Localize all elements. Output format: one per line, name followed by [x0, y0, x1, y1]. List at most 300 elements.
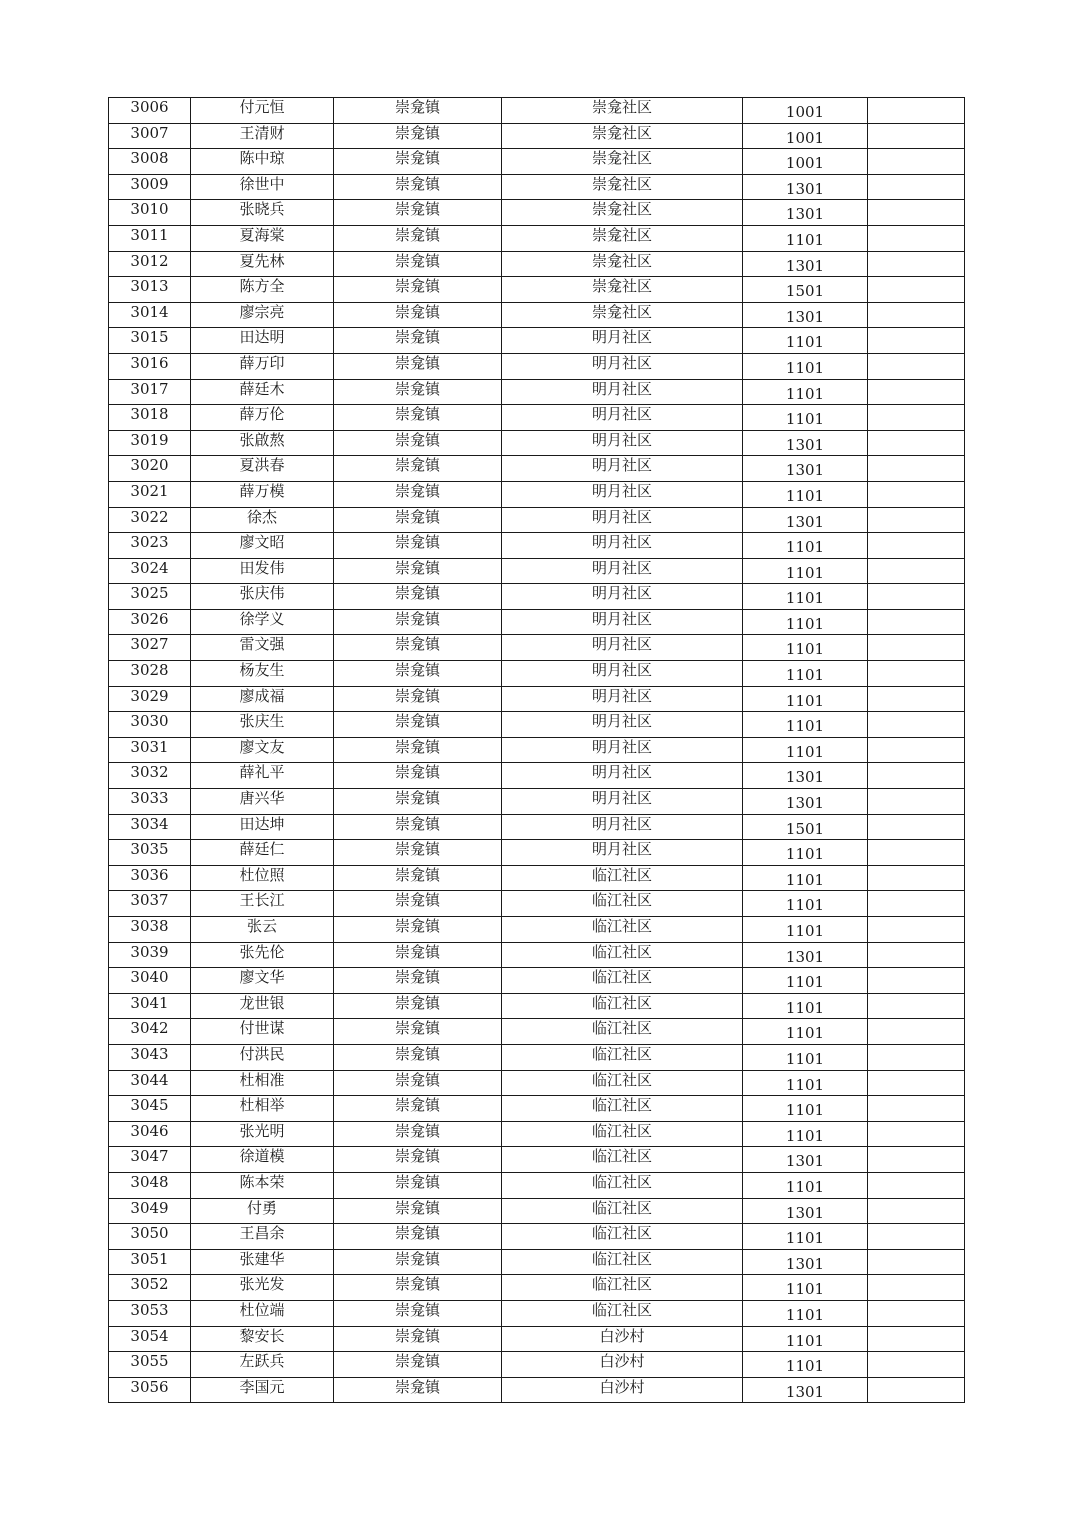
table-row — [109, 1044, 965, 1070]
cell-name — [191, 686, 334, 712]
cell-community-text: 明月社区 — [591, 533, 652, 552]
cell-town — [334, 1377, 502, 1403]
cell-town-text: 崇龛镇 — [394, 993, 440, 1012]
cell-community — [502, 686, 743, 712]
cell-community — [502, 993, 743, 1019]
table-row — [109, 533, 965, 559]
cell-number-text: 3016 — [130, 353, 169, 372]
cell-code — [743, 1044, 868, 1070]
cell-code — [743, 507, 868, 533]
table-row — [109, 584, 965, 610]
cell-code-text: 1101 — [785, 589, 825, 608]
cell-name — [191, 814, 334, 840]
cell-name — [191, 302, 334, 328]
cell-town — [334, 149, 502, 175]
cell-community-text: 临江社区 — [591, 968, 652, 987]
cell-community — [502, 1224, 743, 1250]
cell-name — [191, 174, 334, 200]
cell-note — [868, 789, 965, 815]
cell-town — [334, 98, 502, 124]
cell-number-text: 3009 — [130, 174, 169, 193]
cell-name — [191, 712, 334, 738]
cell-code — [743, 533, 868, 559]
cell-number-text: 3014 — [130, 302, 169, 321]
cell-name — [191, 277, 334, 303]
table-row — [109, 456, 965, 482]
cell-number — [109, 942, 191, 968]
cell-code-text: 1301 — [785, 1382, 825, 1401]
cell-number — [109, 456, 191, 482]
cell-community — [502, 661, 743, 687]
cell-number — [109, 481, 191, 507]
cell-code-text: 1101 — [785, 1177, 825, 1196]
cell-name-text: 夏先林 — [239, 251, 285, 270]
cell-code — [743, 277, 868, 303]
cell-code-text: 1301 — [785, 205, 825, 224]
cell-community — [502, 917, 743, 943]
cell-town-text: 崇龛镇 — [394, 353, 440, 372]
cell-number — [109, 174, 191, 200]
cell-name-text: 廖文友 — [239, 737, 285, 756]
cell-community-text: 白沙村 — [599, 1352, 645, 1371]
cell-town — [334, 174, 502, 200]
cell-number — [109, 789, 191, 815]
cell-note — [868, 917, 965, 943]
cell-code-text: 1301 — [785, 179, 825, 198]
cell-code-text: 1101 — [785, 922, 825, 940]
cell-town-text: 崇龛镇 — [394, 405, 440, 424]
cell-code — [743, 481, 868, 507]
cell-name-text: 田发伟 — [239, 558, 285, 577]
cell-town-text: 崇龛镇 — [394, 1147, 440, 1166]
cell-town — [334, 1224, 502, 1250]
cell-code-text: 1001 — [785, 154, 825, 173]
cell-town-text: 崇龛镇 — [394, 123, 440, 142]
cell-town — [334, 1326, 502, 1352]
cell-code — [743, 558, 868, 584]
cell-community — [502, 737, 743, 763]
cell-number-text: 3044 — [130, 1070, 169, 1089]
cell-community-text: 明月社区 — [591, 635, 652, 654]
cell-number-text: 3028 — [130, 661, 169, 680]
cell-code-text: 1101 — [785, 486, 825, 505]
cell-number-text: 3017 — [130, 379, 169, 398]
cell-community-text: 明月社区 — [591, 558, 652, 577]
cell-code-text: 1101 — [785, 1126, 825, 1145]
cell-town — [334, 302, 502, 328]
cell-number — [109, 661, 191, 687]
cell-name — [191, 1044, 334, 1070]
cell-community-text: 明月社区 — [591, 712, 652, 731]
cell-name — [191, 200, 334, 226]
cell-name-text: 黎安长 — [239, 1326, 285, 1345]
table-row — [109, 481, 965, 507]
cell-number-text: 3037 — [130, 891, 169, 910]
cell-number — [109, 712, 191, 738]
cell-number — [109, 584, 191, 610]
cell-name — [191, 558, 334, 584]
cell-town — [334, 277, 502, 303]
cell-number — [109, 1044, 191, 1070]
cell-name-text: 田达明 — [239, 328, 285, 347]
cell-note — [868, 1070, 965, 1096]
cell-name-text: 张庆生 — [239, 712, 285, 731]
table-row — [109, 1352, 965, 1378]
cell-code — [743, 635, 868, 661]
table-row — [109, 1147, 965, 1173]
cell-community-text: 明月社区 — [591, 789, 652, 808]
cell-town-text: 崇龛镇 — [394, 584, 440, 603]
cell-code-text: 1101 — [785, 870, 825, 889]
cell-name-text: 付世谋 — [239, 1019, 285, 1038]
cell-name — [191, 1249, 334, 1275]
cell-code — [743, 1300, 868, 1326]
table-row — [109, 1224, 965, 1250]
cell-code — [743, 712, 868, 738]
cell-number — [109, 405, 191, 431]
cell-town — [334, 1275, 502, 1301]
cell-note — [868, 661, 965, 687]
cell-number — [109, 1019, 191, 1045]
cell-town — [334, 1121, 502, 1147]
cell-number-text: 3020 — [130, 456, 169, 475]
cell-community-text: 明月社区 — [591, 405, 652, 424]
table-row — [109, 1070, 965, 1096]
cell-note — [868, 200, 965, 226]
table-row — [109, 712, 965, 738]
cell-code-text: 1101 — [785, 666, 825, 685]
cell-code-text: 1301 — [785, 461, 825, 480]
cell-note — [868, 507, 965, 533]
cell-community — [502, 865, 743, 891]
cell-number-text: 3021 — [130, 481, 169, 500]
cell-town-text: 崇龛镇 — [394, 917, 440, 935]
table-row — [109, 174, 965, 200]
cell-name — [191, 430, 334, 456]
table-row — [109, 1300, 965, 1326]
table-row — [109, 200, 965, 226]
cell-note — [868, 353, 965, 379]
cell-town-text: 崇龛镇 — [394, 1300, 440, 1319]
cell-name-text: 廖成福 — [239, 686, 285, 705]
table-row — [109, 917, 965, 943]
cell-code-text: 1101 — [785, 1331, 825, 1350]
cell-name — [191, 737, 334, 763]
cell-town-text: 崇龛镇 — [394, 456, 440, 475]
table-row — [109, 328, 965, 354]
cell-name-text: 雷文强 — [239, 635, 285, 654]
cell-note — [868, 763, 965, 789]
cell-name — [191, 1377, 334, 1403]
cell-code-text: 1101 — [785, 1075, 825, 1094]
cell-community — [502, 1096, 743, 1122]
cell-number-text: 3026 — [130, 609, 169, 628]
cell-number — [109, 507, 191, 533]
table-row — [109, 430, 965, 456]
cell-name-text: 王清财 — [239, 123, 285, 142]
cell-code-text: 1101 — [785, 1305, 825, 1324]
cell-code-text: 1101 — [785, 563, 825, 582]
cell-town — [334, 737, 502, 763]
cell-community — [502, 200, 743, 226]
cell-note — [868, 1121, 965, 1147]
cell-town-text: 崇龛镇 — [394, 1070, 440, 1089]
cell-note — [868, 1326, 965, 1352]
cell-number — [109, 968, 191, 994]
cell-note — [868, 865, 965, 891]
cell-note — [868, 1147, 965, 1173]
cell-town-text: 崇龛镇 — [394, 712, 440, 731]
table-row — [109, 123, 965, 149]
cell-community-text: 明月社区 — [591, 840, 652, 859]
cell-code — [743, 456, 868, 482]
cell-number-text: 3027 — [130, 635, 169, 654]
cell-community-text: 明月社区 — [591, 328, 652, 347]
cell-name — [191, 481, 334, 507]
cell-town — [334, 789, 502, 815]
cell-name-text: 左跃兵 — [239, 1352, 285, 1371]
table-row — [109, 789, 965, 815]
cell-note — [868, 968, 965, 994]
cell-town — [334, 379, 502, 405]
cell-code-text: 1301 — [785, 794, 825, 813]
cell-town — [334, 609, 502, 635]
cell-code-text: 1101 — [785, 230, 825, 249]
cell-name — [191, 1352, 334, 1378]
cell-name-text: 张庆伟 — [239, 584, 285, 603]
cell-community-text: 临江社区 — [591, 993, 652, 1012]
cell-number — [109, 865, 191, 891]
cell-town — [334, 942, 502, 968]
cell-code — [743, 1352, 868, 1378]
cell-note — [868, 456, 965, 482]
cell-name — [191, 1275, 334, 1301]
cell-community-text: 临江社区 — [591, 1275, 652, 1294]
cell-community-text: 临江社区 — [591, 1019, 652, 1038]
cell-note — [868, 379, 965, 405]
cell-code — [743, 379, 868, 405]
table-row — [109, 225, 965, 251]
cell-town-text: 崇龛镇 — [394, 1198, 440, 1217]
cell-number-text: 3022 — [130, 507, 169, 526]
cell-code — [743, 328, 868, 354]
cell-code — [743, 584, 868, 610]
cell-note — [868, 1275, 965, 1301]
cell-community — [502, 1147, 743, 1173]
cell-number-text: 3007 — [130, 123, 169, 142]
cell-name-text: 龙世银 — [239, 993, 285, 1012]
table-row — [109, 635, 965, 661]
cell-number-text: 3031 — [130, 737, 169, 756]
cell-name — [191, 533, 334, 559]
cell-number — [109, 763, 191, 789]
cell-town — [334, 1019, 502, 1045]
cell-note — [868, 712, 965, 738]
cell-town-text: 崇龛镇 — [394, 1096, 440, 1115]
cell-name — [191, 1224, 334, 1250]
cell-note — [868, 277, 965, 303]
table-row — [109, 277, 965, 303]
cell-community-text: 临江社区 — [591, 1070, 652, 1089]
cell-town — [334, 686, 502, 712]
cell-name-text: 张啟熬 — [239, 430, 285, 449]
cell-number — [109, 1352, 191, 1378]
cell-name — [191, 635, 334, 661]
cell-number-text: 3025 — [130, 584, 169, 603]
cell-community-text: 临江社区 — [591, 1300, 652, 1319]
cell-number-text: 3010 — [130, 200, 169, 219]
table-row — [109, 891, 965, 917]
cell-name-text: 夏洪春 — [239, 456, 285, 475]
cell-code — [743, 917, 868, 943]
cell-town — [334, 1198, 502, 1224]
cell-code-text: 1101 — [785, 538, 825, 557]
cell-town — [334, 507, 502, 533]
cell-number — [109, 379, 191, 405]
cell-number-text: 3013 — [130, 277, 169, 296]
cell-note — [868, 1224, 965, 1250]
cell-note — [868, 1377, 965, 1403]
cell-note — [868, 328, 965, 354]
cell-town — [334, 558, 502, 584]
cell-number-text: 3006 — [130, 98, 169, 116]
cell-town-text: 崇龛镇 — [394, 686, 440, 705]
table-row — [109, 686, 965, 712]
table-row — [109, 840, 965, 866]
cell-note — [868, 1044, 965, 1070]
cell-town — [334, 865, 502, 891]
cell-number — [109, 1326, 191, 1352]
cell-code — [743, 149, 868, 175]
cell-name — [191, 149, 334, 175]
cell-town-text: 崇龛镇 — [394, 968, 440, 987]
cell-town-text: 崇龛镇 — [394, 174, 440, 193]
cell-note — [868, 1172, 965, 1198]
cell-name-text: 张建华 — [239, 1249, 285, 1268]
cell-code-text: 1001 — [785, 128, 825, 147]
table-row — [109, 1275, 965, 1301]
cell-name-text: 廖宗亮 — [239, 302, 285, 321]
cell-code-text: 1301 — [785, 512, 825, 531]
cell-community-text: 崇龛社区 — [591, 225, 652, 244]
cell-note — [868, 1019, 965, 1045]
cell-code — [743, 123, 868, 149]
table-row — [109, 1019, 965, 1045]
cell-community-text: 明月社区 — [591, 737, 652, 756]
cell-code-text: 1101 — [785, 358, 825, 377]
cell-community — [502, 1172, 743, 1198]
cell-number — [109, 430, 191, 456]
cell-code-text: 1101 — [785, 1280, 825, 1299]
cell-community-text: 白沙村 — [599, 1377, 645, 1396]
cell-community-text: 崇龛社区 — [591, 123, 652, 142]
cell-name — [191, 1326, 334, 1352]
cell-name — [191, 353, 334, 379]
cell-name-text: 薛万模 — [239, 481, 285, 500]
cell-town — [334, 1352, 502, 1378]
cell-number — [109, 1249, 191, 1275]
cell-name — [191, 251, 334, 277]
table-row — [109, 1096, 965, 1122]
cell-town-text: 崇龛镇 — [394, 1249, 440, 1268]
cell-note — [868, 174, 965, 200]
cell-number-text: 3015 — [130, 328, 169, 347]
cell-community — [502, 1377, 743, 1403]
cell-number-text: 3024 — [130, 558, 169, 577]
cell-community — [502, 1198, 743, 1224]
cell-number — [109, 993, 191, 1019]
cell-code-text: 1301 — [785, 1203, 825, 1222]
cell-name — [191, 405, 334, 431]
cell-name — [191, 609, 334, 635]
table-row — [109, 251, 965, 277]
cell-code — [743, 1172, 868, 1198]
cell-name-text: 杨友生 — [239, 661, 285, 680]
cell-number — [109, 1300, 191, 1326]
cell-note — [868, 840, 965, 866]
cell-name-text: 张云 — [246, 917, 277, 935]
cell-code — [743, 661, 868, 687]
cell-town-text: 崇龛镇 — [394, 1172, 440, 1191]
cell-town-text: 崇龛镇 — [394, 635, 440, 654]
cell-name-text: 陈本荣 — [239, 1172, 285, 1191]
cell-community — [502, 558, 743, 584]
cell-note — [868, 891, 965, 917]
cell-code — [743, 200, 868, 226]
cell-number-text: 3055 — [130, 1352, 169, 1371]
cell-code-text: 1101 — [785, 1229, 825, 1248]
cell-number-text: 3042 — [130, 1019, 169, 1038]
cell-number — [109, 225, 191, 251]
cell-community-text: 崇龛社区 — [591, 98, 652, 116]
cell-note — [868, 430, 965, 456]
table-row — [109, 1121, 965, 1147]
cell-name-text: 付洪民 — [239, 1044, 285, 1063]
cell-note — [868, 686, 965, 712]
cell-code-text: 1101 — [785, 410, 825, 429]
cell-town-text: 崇龛镇 — [394, 891, 440, 910]
cell-community-text: 崇龛社区 — [591, 277, 652, 296]
cell-number-text: 3045 — [130, 1096, 169, 1115]
cell-name-text: 薛礼平 — [239, 763, 285, 782]
cell-name — [191, 507, 334, 533]
table-row — [109, 379, 965, 405]
cell-name — [191, 763, 334, 789]
cell-number — [109, 1096, 191, 1122]
cell-town-text: 崇龛镇 — [394, 149, 440, 168]
cell-town — [334, 993, 502, 1019]
cell-town — [334, 968, 502, 994]
cell-note — [868, 533, 965, 559]
cell-number — [109, 1172, 191, 1198]
cell-name — [191, 661, 334, 687]
cell-number-text: 3008 — [130, 149, 169, 168]
cell-code — [743, 174, 868, 200]
cell-community-text: 临江社区 — [591, 1172, 652, 1191]
cell-community-text: 临江社区 — [591, 1198, 652, 1217]
cell-number-text: 3032 — [130, 763, 169, 782]
cell-community — [502, 149, 743, 175]
cell-name — [191, 1019, 334, 1045]
cell-town-text: 崇龛镇 — [394, 814, 440, 833]
cell-code-text: 1101 — [785, 1024, 825, 1043]
cell-community-text: 明月社区 — [591, 763, 652, 782]
cell-code-text: 1101 — [785, 1357, 825, 1376]
cell-community-text: 临江社区 — [591, 1044, 652, 1063]
cell-community — [502, 891, 743, 917]
cell-note — [868, 558, 965, 584]
cell-number-text: 3056 — [130, 1377, 169, 1396]
